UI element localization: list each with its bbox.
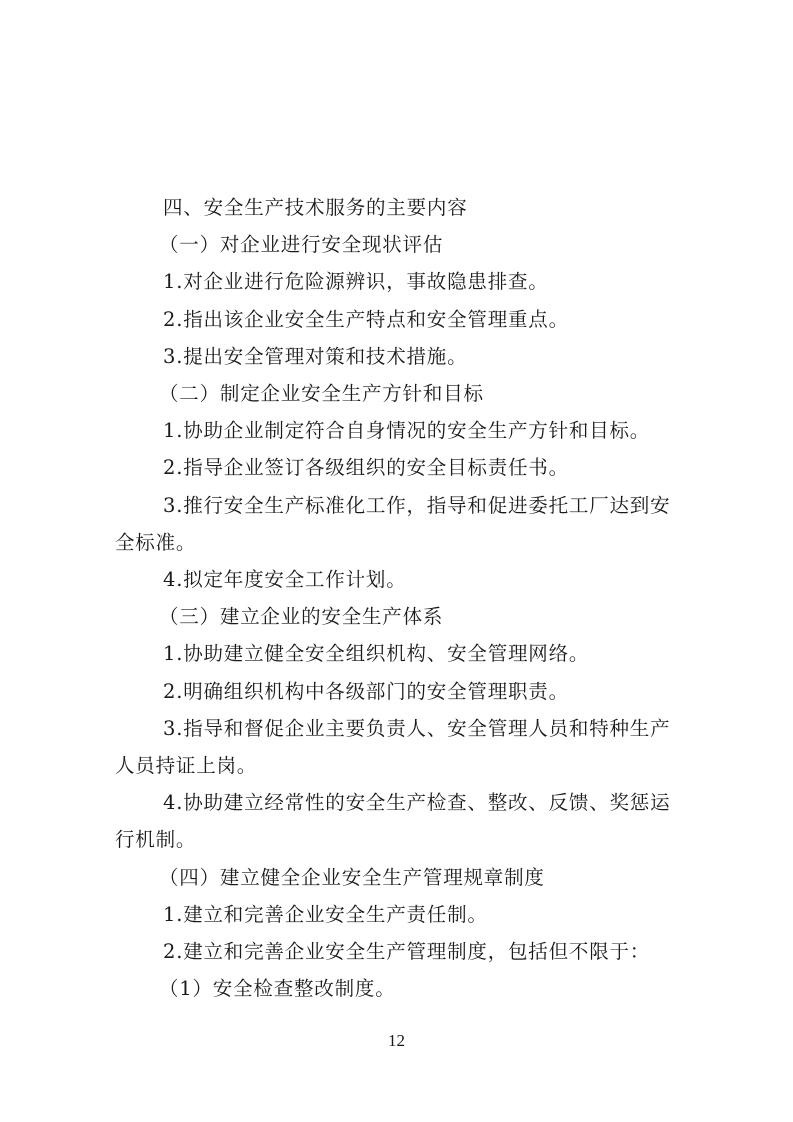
subsection-heading: （四）建立健全企业安全生产管理规章制度 <box>159 865 545 889</box>
list-item: 2.明确组织机构中各级部门的安全管理职责。 <box>163 679 569 703</box>
list-item: 3.指导和督促企业主要负责人、安全管理人员和特种生产人员持证上岗。 <box>115 716 671 778</box>
subsection-heading: （一）对企业进行安全现状评估 <box>159 233 444 257</box>
list-item: 1.协助建立健全安全组织机构、安全管理网络。 <box>163 642 590 666</box>
list-item: 1.对企业进行危险源辨识，事故隐患排查。 <box>163 270 549 294</box>
list-item: 3.推行安全生产标准化工作，指导和促进委托工厂达到安全标准。 <box>115 493 671 554</box>
document-body <box>115 189 681 1007</box>
list-item: 3.提出安全管理对策和技术措施。 <box>163 344 468 368</box>
list-item: 1.协助企业制定符合自身情况的安全生产方针和目标。 <box>163 419 651 443</box>
subsection-heading: （二）制定企业安全生产方针和目标 <box>159 382 484 406</box>
page-number: 12 <box>388 1031 405 1050</box>
list-item: 2.指导企业签订各级组织的安全目标责任书。 <box>163 456 569 480</box>
list-item: （1）安全检查整改制度。 <box>159 977 396 1001</box>
list-item: 2.指出该企业安全生产特点和安全管理重点。 <box>163 307 569 331</box>
section-heading: 四、安全生产技术服务的主要内容 <box>163 196 468 219</box>
list-item: 4.拟定年度安全工作计划。 <box>163 568 407 592</box>
subsection-heading: （三）建立企业的安全生产体系 <box>159 605 444 629</box>
list-item: 2.建立和完善企业安全生产管理制度，包括但不限于： <box>163 940 651 964</box>
list-item: 1.建立和完善企业安全生产责任制。 <box>163 902 488 926</box>
list-item: 4.协助建立经常性的安全生产检查、整改、反馈、奖惩运行机制。 <box>115 791 671 852</box>
